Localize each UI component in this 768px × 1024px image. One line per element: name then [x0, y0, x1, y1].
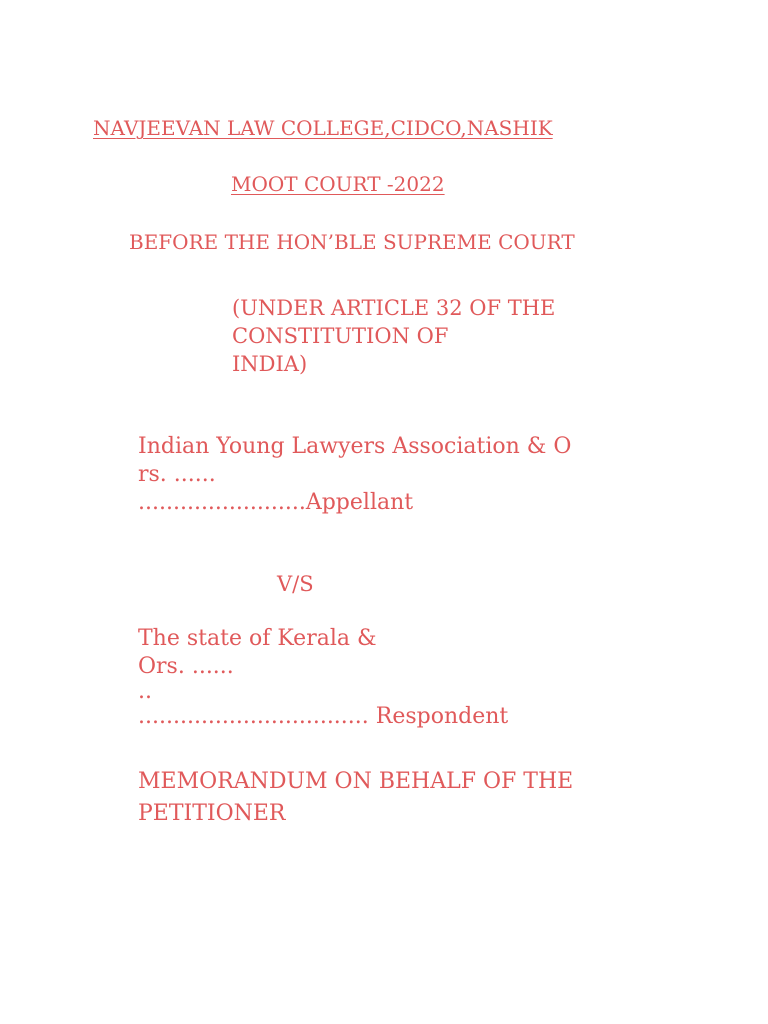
respondent-line-3: .. — [138, 679, 152, 704]
appellant-block — [138, 433, 571, 517]
respondent-line-4: ................................. Respondent — [138, 704, 509, 729]
court-heading: BEFORE THE HON’BLE SUPREME COURT — [129, 230, 575, 254]
appellant-line-2: rs. ...... — [138, 462, 216, 487]
memorandum-title — [138, 766, 573, 830]
article-line-3: INDIA) — [232, 352, 308, 376]
article-clause — [232, 294, 555, 378]
moot-court-heading: MOOT COURT -2022 — [231, 172, 445, 196]
memorandum-line-2: PETITIONER — [138, 801, 286, 826]
versus-label: V/S — [277, 572, 314, 596]
article-line-1: (UNDER ARTICLE 32 OF THE — [232, 296, 556, 320]
respondent-line-1: The state of Kerala & — [138, 626, 377, 651]
respondent-block — [138, 625, 508, 731]
appellant-line-1: Indian Young Lawyers Association & O — [138, 434, 572, 459]
college-name-heading: NAVJEEVAN LAW COLLEGE,CIDCO,NASHIK — [93, 116, 553, 140]
article-line-2: CONSTITUTION OF — [232, 324, 449, 348]
appellant-line-3: ........................Appellant — [138, 490, 414, 515]
memorandum-line-1: MEMORANDUM ON BEHALF OF THE — [138, 769, 574, 794]
respondent-line-2: Ors. ...... — [138, 654, 234, 679]
